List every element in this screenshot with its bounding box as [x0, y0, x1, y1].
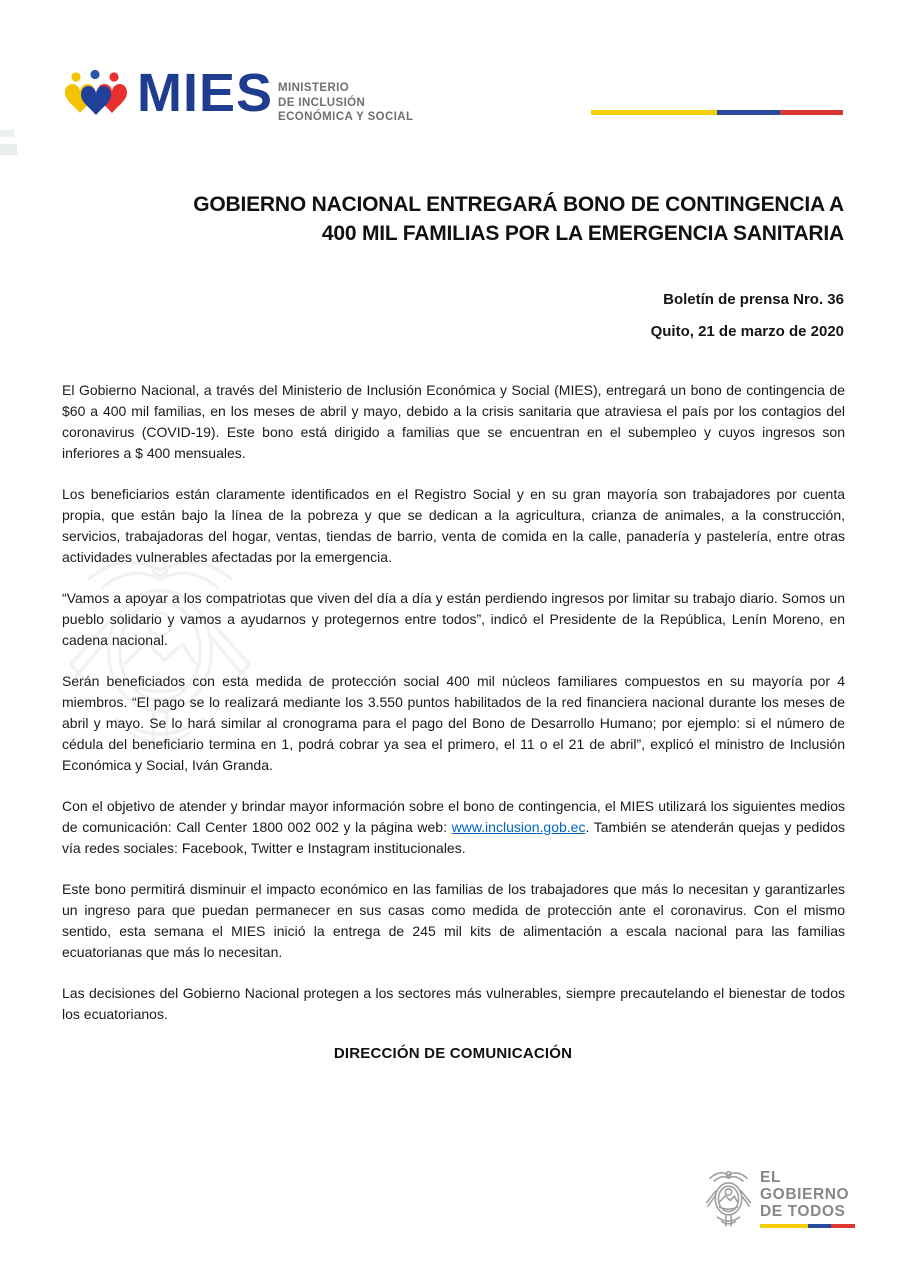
gov-line: EL	[760, 1169, 782, 1186]
paragraph-3: “Vamos a apoyar a los compatriotas que viven del día a día y están perdiendo ingresos por limitar su trabajo diario. Somos un pueblo solidario y vamos a ayudarnos y protegernos entre todos”, indicó el Presidente de la República, Lenín Moreno, en cadena nacional.	[62, 590, 845, 648]
ministry-line: DE INCLUSIÓN	[278, 96, 366, 109]
ministry-line: ECONÓMICA Y SOCIAL	[278, 111, 414, 123]
paragraph-5-text-after: . También se atenderán quejas y pedidos vía redes sociales: Facebook, Twitter e Instagram institucionales.	[62, 819, 845, 856]
gov-logo-text	[760, 1169, 855, 1228]
paragraph-1: El Gobierno Nacional, a través del Ministerio de Inclusión Económica y Social (MIES), entregará un bono de contingencia de $60 a 400 mil familias, en los meses de abril y mayo, debido a la crisis sanitaria que atraviesa el país por los contagios del coronavirus (COVID-19). Este bono está dirigido a familias que se encuentran en el subempleo y cuyos ingresos son inferiores a $ 400 mensuales.	[62, 382, 845, 461]
bulletin-meta	[651, 291, 844, 340]
dateline: Quito, 21 de marzo de 2020	[650, 323, 844, 340]
scan-artifact	[0, 144, 17, 155]
mies-wordmark: MIES	[137, 63, 274, 123]
gov-line: DE TODOS	[760, 1203, 846, 1220]
communications-direction-heading: DIRECCIÓN DE COMUNICACIÓN	[333, 1045, 573, 1062]
paragraph-5-text: Con el objetivo de atender y brindar mayor información sobre el bono de contingencia, el MIES utilizará los siguientes medios de comunicación: Call Center 1800 002 002 y la página web:	[62, 798, 845, 835]
scan-artifact	[0, 130, 14, 137]
title-line-2: 400 MIL FAMILIAS POR LA EMERGENCIA SANITARIA	[321, 222, 844, 245]
document-title	[62, 190, 844, 248]
paragraph-6: Este bono permitirá disminuir el impacto económico en las familias de los trabajadores que más lo necesitan y garantizarles un ingreso para que puedan permanecer en sus casas como medida de protección ante el coronavirus. Con el mismo sentido, esta semana el MIES inició la entrega de 245 mil kits de alimentación a escala nacional para las familias ecuatorianas que más lo necesitan.	[62, 881, 845, 960]
flag-stripe-top	[591, 110, 843, 115]
bulletin-number: Boletín de prensa Nro. 36	[663, 291, 844, 308]
inclusion-website-link[interactable]: www.inclusion.gob.ec	[451, 819, 586, 835]
ministry-line: MINISTERIO	[278, 82, 350, 94]
paragraph-2: Los beneficiarios están claramente identificados en el Registro Social y en su gran mayoría son trabajadores por cuenta propia, que están bajo la línea de la pobreza y que se dedican a la agricultura, crianza de animales, a la construcción, servicios, trabajadoras del hogar, ventas, tiendas de barrio, venta de comida en la calle, panadería y pastelería, entre otras actividades vulnerables afectadas por la emergencia.	[62, 486, 845, 565]
paragraph-7: Las decisiones del Gobierno Nacional protegen a los sectores más vulnerables, siempre precautelando el bienestar de todos los ecuatorianos.	[62, 985, 845, 1022]
paragraph-5	[62, 796, 845, 859]
paragraph-4: Serán beneficiados con esta medida de protección social 400 mil núcleos familiares compuestos en su mayoría por 4 miembros. “El pago se lo realizará mediante los 3.550 puntos habilitados de la red financiera nacional durante los meses de abril y mayo. Se lo hará similar al cronograma para el pago del Bono de Desarrollo Humano; por ejemplo: si el número de cédula del beneficiario termina en 1, podrá cobrar ya sea el primero, el 11 o el 21 de abril”, explicó el ministro de Inclusión Económica y Social, Iván Granda.	[62, 673, 845, 773]
article-body	[62, 380, 845, 1045]
gov-flag-stripe	[760, 1224, 855, 1228]
title-line-1: GOBIERNO NACIONAL ENTREGARÁ BONO DE CONTINGENCIA A	[193, 193, 844, 216]
gobierno-de-todos-logo	[702, 1167, 855, 1235]
gov-line: GOBIERNO	[760, 1186, 850, 1203]
coat-of-arms-icon	[702, 1167, 755, 1235]
ministry-name	[278, 81, 413, 125]
mies-hearts-icon	[64, 68, 130, 130]
